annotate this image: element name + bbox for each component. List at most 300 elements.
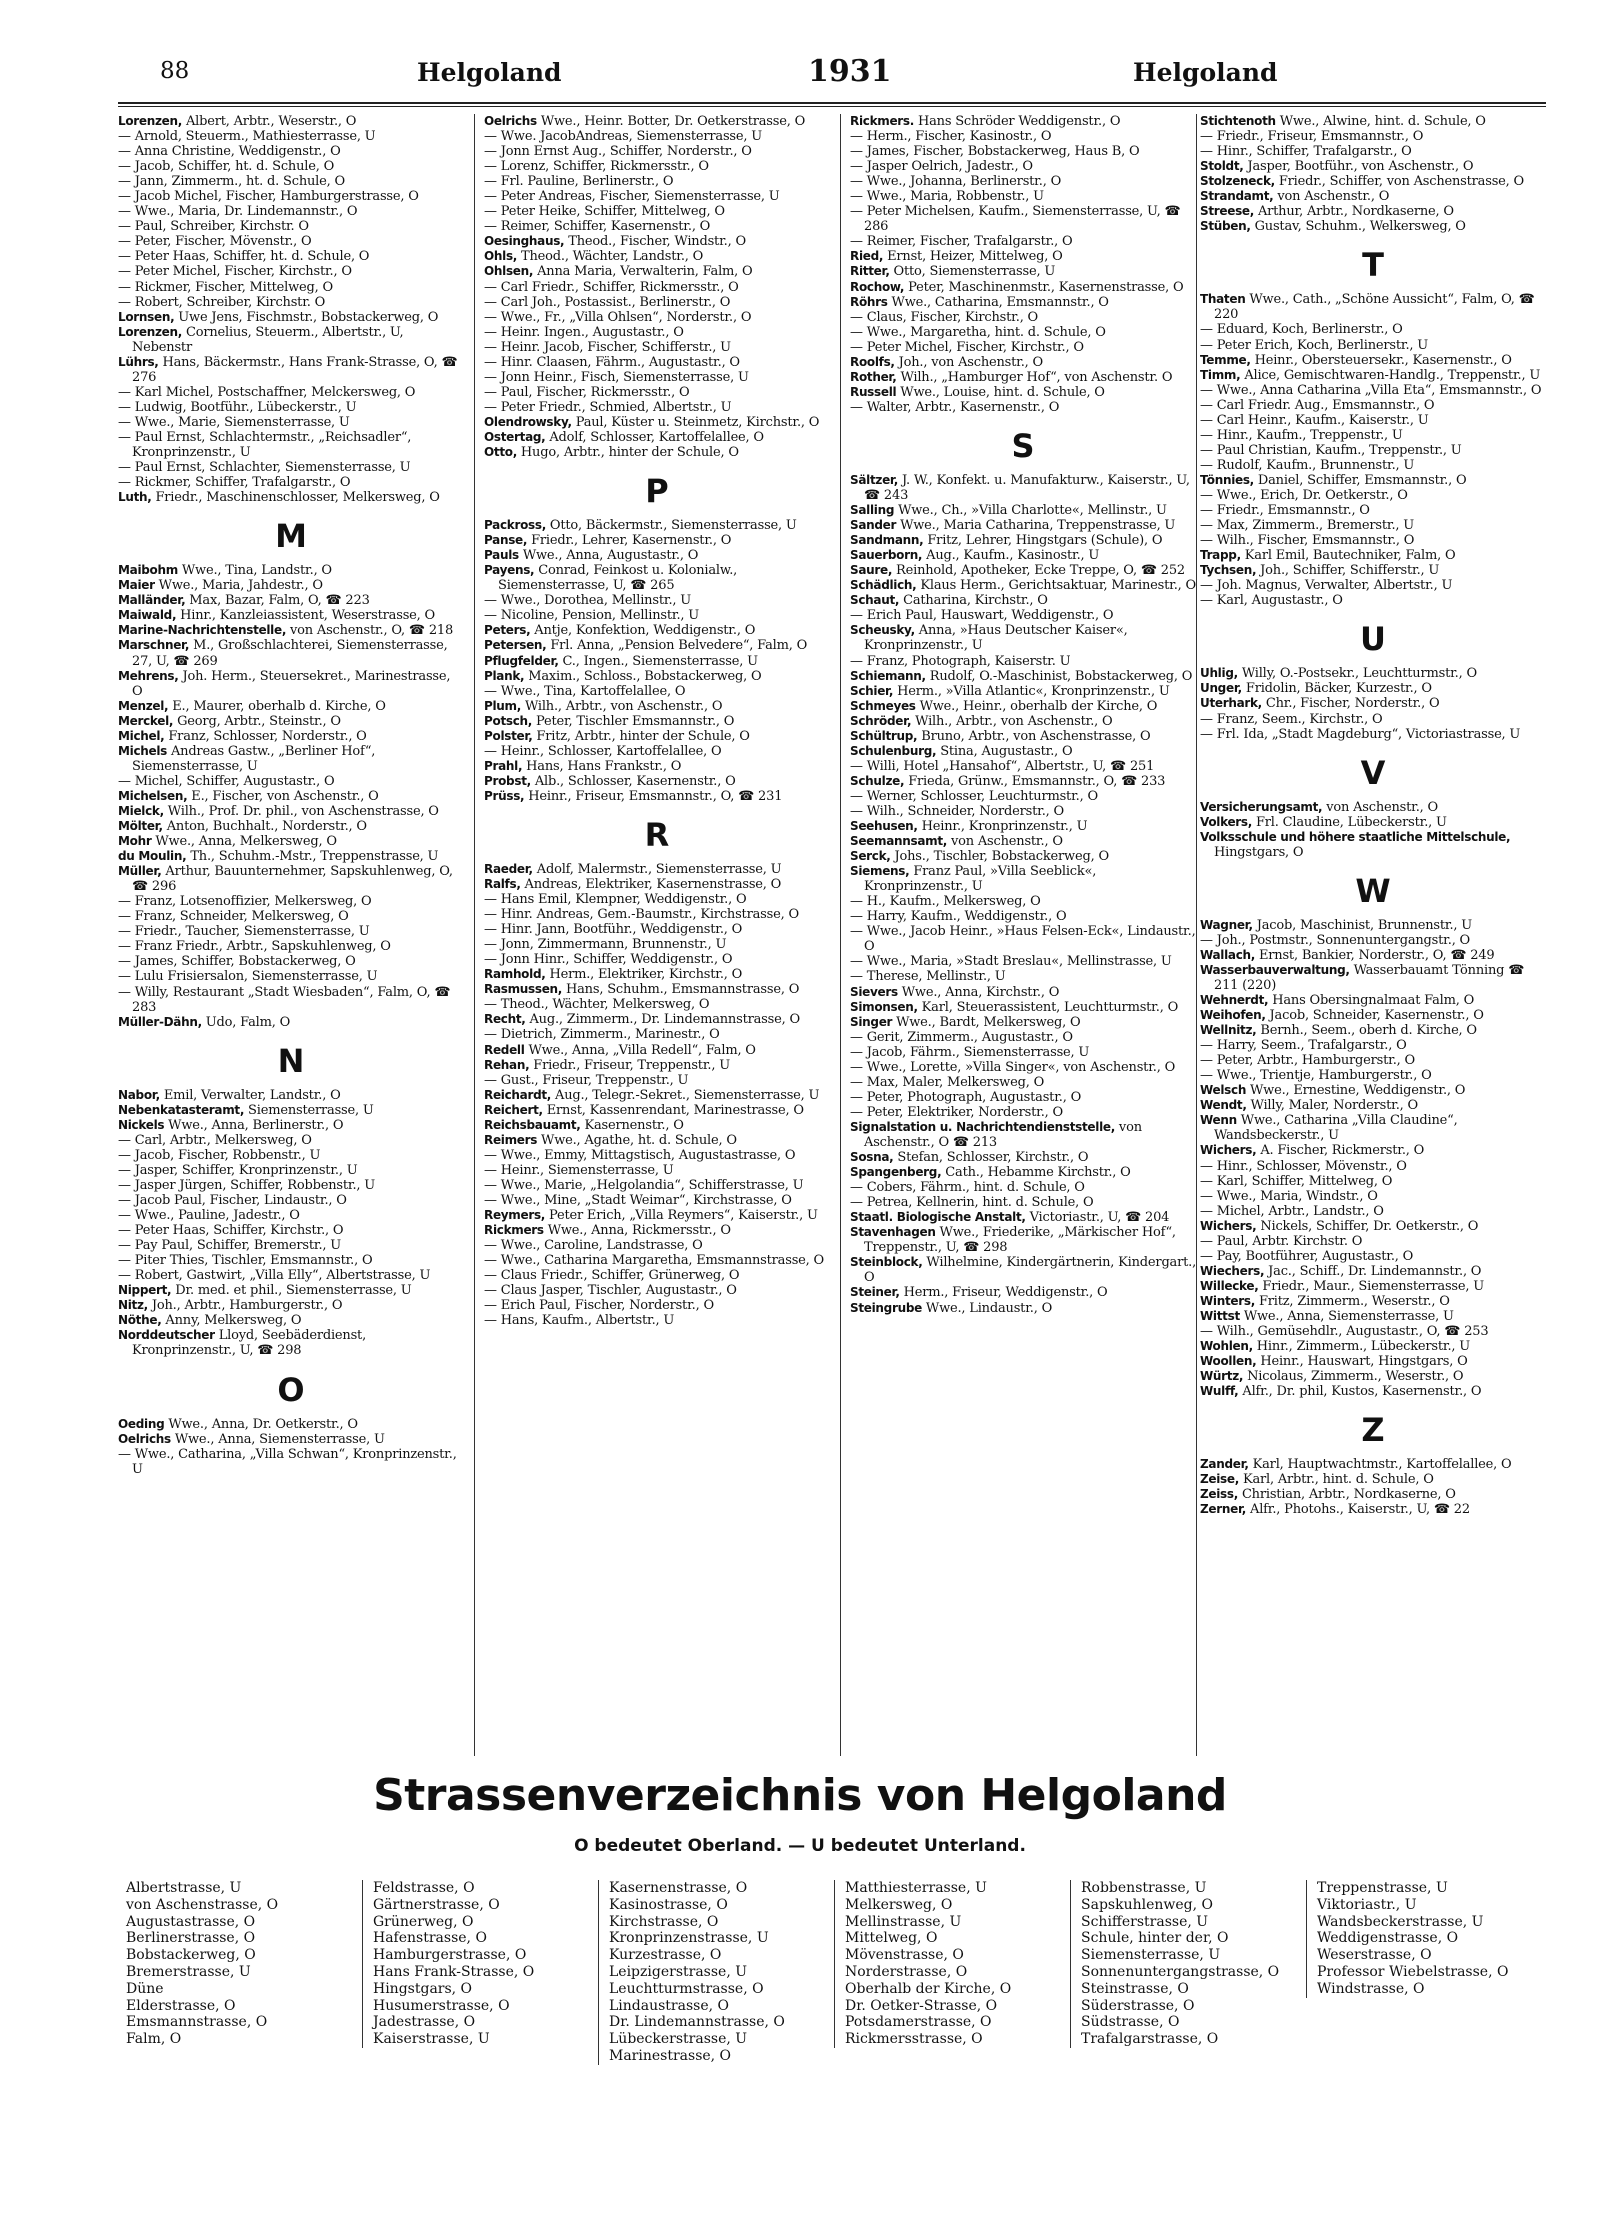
directory-entry — [484, 1178, 830, 1193]
entry-details: — Heinr. Jacob, Fischer, Schifferstr., U — [484, 339, 731, 355]
directory-entry — [484, 144, 830, 159]
entry-details: Wwe., Anna, Berlinerstr., O — [168, 1117, 344, 1133]
directory-entry — [850, 400, 1196, 415]
entry-details: Alfr., Dr. phil, Kustos, Kasernenstr., O — [1242, 1384, 1482, 1400]
street-entry: Trafalgarstrasse, O — [1081, 2031, 1219, 2048]
entry-details: — Max, Maler, Melkersweg, O — [850, 1074, 1045, 1090]
entry-details: — Paul, Fischer, Rickmersstr., O — [484, 384, 690, 400]
entry-details: — Wwe., Johanna, Berlinerstr., O — [850, 174, 1062, 190]
directory-entry — [1200, 1309, 1546, 1324]
entry-details: Frl. Claudine, Lübeckerstr., U — [1255, 814, 1447, 830]
entry-details: Joh., Schiffer, Schifferstr., U — [1260, 563, 1440, 579]
entry-details: — Heinr., Siemensterrasse, U — [484, 1162, 674, 1178]
entry-name: Reichardt, — [484, 1087, 552, 1102]
entry-name: Steiner, — [850, 1285, 900, 1300]
entry-details: Reinhold, Apotheker, Ecke Treppe, O, ☎ 252 — [896, 563, 1186, 579]
directory-entry — [1200, 1502, 1546, 1517]
entry-details: Hingstgars, O — [1214, 844, 1304, 860]
entry-details: Arthur, Arbtr., Nordkaserne, O — [1257, 204, 1454, 220]
directory-entry — [1200, 1234, 1546, 1249]
directory-entry — [484, 159, 830, 174]
entry-details: Hans Schröder Weddigenstr., O — [917, 114, 1121, 129]
entry-details: — Peter Erich, Koch, Berlinerstr., U — [1200, 337, 1429, 353]
entry-details: Fritz, Arbtr., hinter der Schule, O — [536, 728, 750, 744]
entry-details: A. Fischer, Rickmerstr., O — [1260, 1143, 1425, 1159]
entry-details: Hans Obersingnalmaat Falm, O — [1272, 993, 1475, 1009]
directory-column-1 — [118, 114, 464, 1752]
street-entry: Norderstrasse, O — [845, 1963, 968, 1980]
entry-details: Wwe., Anna, Dr. Oetkerstr., O — [168, 1416, 358, 1432]
directory-entry — [118, 864, 464, 894]
directory-entry — [850, 623, 1196, 653]
entry-details: von Aschenstr., O — [1277, 189, 1390, 205]
entry-details: Wwe., Anna, „Villa Redell“, Falm, O — [528, 1042, 756, 1058]
entry-details: — Wwe., Fr., „Villa Ohlsen“, Norderstr., O — [484, 309, 752, 325]
directory-entry — [850, 234, 1196, 249]
directory-entry — [1200, 503, 1546, 518]
entry-name: Salling — [850, 503, 895, 518]
directory-entry — [484, 219, 830, 234]
entry-details: — Jasper, Schiffer, Kronprinzenstr., U — [118, 1162, 358, 1178]
directory-entry — [118, 295, 464, 310]
entry-name: Polster, — [484, 728, 533, 743]
entry-details: Wwe., Friederike, „Märkischer Hof“, Treppenstr., U, ☎ 298 — [864, 1225, 1176, 1256]
entry-name: Roolfs, — [850, 354, 895, 369]
directory-entry — [1200, 1487, 1546, 1502]
directory-entry — [118, 490, 464, 505]
entry-details: Wilh., Arbtr., von Aschenstr., O — [915, 713, 1113, 729]
entry-details: — Jasper Jürgen, Schiffer, Robbenstr., U — [118, 1177, 376, 1193]
entry-details: Udo, Falm, O — [205, 1014, 291, 1030]
entry-details: Karl, Arbtr., hint. d. Schule, O — [1242, 1472, 1434, 1488]
street-column-1 — [126, 1880, 340, 2048]
directory-entry — [850, 340, 1196, 355]
entry-details: — Peter Michelsen, Kaufm., Siemensterrasse, U, ☎ 286 — [850, 204, 1181, 235]
street-entry: Bobstackerweg, O — [126, 1947, 256, 1964]
directory-entry — [118, 1253, 464, 1268]
section-letter: S — [1011, 426, 1035, 465]
entry-details: Wasserbauamt Tönning ☎ 211 (220) — [1214, 962, 1525, 993]
entry-name: Rehan, — [484, 1057, 530, 1072]
directory-entry — [850, 1060, 1196, 1075]
entry-name: Müller, — [118, 864, 162, 879]
entry-details: Peter, Tischler Emsmannstr., O — [535, 713, 735, 729]
entry-details: Adolf, Schlosser, Kartoffelallee, O — [549, 429, 764, 445]
directory-entry — [850, 864, 1196, 894]
entry-name: Ohls, — [484, 249, 518, 264]
directory-entry — [850, 249, 1196, 264]
directory-entry — [1200, 593, 1546, 608]
entry-name: Malländer, — [118, 593, 186, 608]
directory-entry — [484, 1298, 830, 1313]
street-entry: Robbenstrasse, U — [1081, 1880, 1207, 1896]
entry-details: Aug., Kaufm., Kasinostr., U — [926, 548, 1100, 564]
entry-name: Unger, — [1200, 681, 1242, 696]
entry-name: Raeder, — [484, 861, 533, 876]
directory-entry — [1200, 114, 1546, 129]
entry-name: Wallach, — [1200, 947, 1256, 962]
entry-details: — Hinr., Schlosser, Mövenstr., O — [1200, 1158, 1407, 1174]
entry-details: Paul, Küster u. Steinmetz, Kirchstr., O — [575, 414, 820, 430]
directory-entry — [484, 997, 830, 1012]
entry-name: Maiwald, — [118, 608, 177, 623]
entry-details: — Peter, Elektriker, Norderstr., O — [850, 1104, 1063, 1120]
entry-details: — Petrea, Kellnerin, hint. d. Schule, O — [850, 1195, 1094, 1211]
entry-name: Welsch — [1200, 1083, 1247, 1098]
entry-details: — Hans Emil, Klempner, Weddigenstr., O — [484, 892, 747, 908]
entry-details: Karl, Steuerassistent, Leuchtturmstr., O — [921, 999, 1179, 1015]
entry-details: — Wilh., Schneider, Norderstr., O — [850, 803, 1064, 819]
entry-name: Stoldt, — [1200, 159, 1244, 174]
entry-name: Wellnitz, — [1200, 1023, 1257, 1038]
entry-details: — Joh., Postmstr., Sonnenuntergangstr., O — [1200, 932, 1471, 948]
entry-details: — Rickmer, Fischer, Mittelweg, O — [118, 279, 333, 295]
entry-details: — Joh. Magnus, Verwalter, Albertstr., U — [1200, 578, 1453, 594]
directory-entry — [1200, 413, 1546, 428]
directory-entry — [118, 954, 464, 969]
directory-entry — [484, 340, 830, 355]
street-entry: Oberhalb der Kirche, O — [845, 1980, 1012, 1997]
directory-entry — [484, 189, 830, 204]
entry-details: — Rudolf, Kaufm., Brunnenstr., U — [1200, 457, 1415, 473]
entry-details: — Dietrich, Zimmerm., Marinestr., O — [484, 1027, 720, 1043]
entry-details: — Paul Christian, Kaufm., Treppenstr., U — [1200, 442, 1462, 458]
entry-name: Scheusky, — [850, 623, 915, 638]
entry-name: Ried, — [850, 249, 884, 264]
street-index-title: Strassenverzeichnis von Helgoland — [373, 1770, 1227, 1821]
street-entry: Weddigenstrasse, O — [1317, 1930, 1459, 1947]
entry-details: Joh., Arbtr., Hamburgerstr., O — [151, 1298, 343, 1314]
entry-name: Maibohm — [118, 563, 178, 578]
directory-entry — [850, 834, 1196, 849]
directory-entry — [1200, 1098, 1546, 1113]
entry-details: Georg, Arbtr., Steinstr., O — [177, 713, 341, 729]
entry-name: Packross, — [484, 518, 546, 533]
entry-details: — Jann, Zimmerm., ht. d. Schule, O — [118, 174, 345, 190]
street-entry: Kasinostrasse, O — [609, 1896, 728, 1913]
directory-entry — [1200, 488, 1546, 503]
entry-details: — Reimer, Fischer, Trafalgarstr., O — [850, 234, 1073, 250]
entry-details: Wwe., Cath., „Schöne Aussicht“, Falm, O, ☎ 220 — [1214, 292, 1535, 323]
entry-details: von Aschenstr., O — [1326, 799, 1439, 815]
directory-entry — [1200, 1038, 1546, 1053]
entry-name: Rickmers — [484, 1223, 544, 1238]
entry-name: Menzel, — [118, 698, 169, 713]
street-entry: Viktoriastr., U — [1317, 1896, 1417, 1913]
entry-name: Lorenzen, — [118, 324, 183, 339]
entry-details: Dr. med. et phil., Siemensterrasse, U — [175, 1283, 412, 1299]
directory-entry — [1200, 1294, 1546, 1309]
entry-details: Wwe., Ch., »Villa Charlotte«, Mellinstr., U — [898, 503, 1167, 519]
entry-details: — Jonn, Zimmermann, Brunnenstr., U — [484, 937, 727, 953]
entry-name: Thaten — [1200, 292, 1246, 307]
directory-entry — [1200, 993, 1546, 1008]
directory-entry — [484, 264, 830, 279]
directory-entry — [118, 355, 464, 385]
entry-details: E., Maurer, oberhalb d. Kirche, O — [172, 698, 386, 714]
entry-name: Lührs, — [118, 354, 159, 369]
entry-details: — Hinr. Jann, Bootführ., Weddigenstr., O — [484, 922, 743, 938]
entry-details: Stefan, Schlosser, Kirchstr., O — [897, 1150, 1089, 1166]
entry-name: Nöthe, — [118, 1313, 162, 1328]
entry-details: Wwe., Anna, Kirchstr., O — [901, 984, 1060, 1000]
directory-entry — [484, 1193, 830, 1208]
entry-name: Schulenburg, — [850, 743, 937, 758]
entry-details: Friedr., Maschinenschlosser, Melkersweg, O — [155, 490, 440, 506]
entry-details: — Ludwig, Bootführ., Lübeckerstr., U — [118, 399, 357, 415]
directory-entry — [118, 159, 464, 174]
directory-entry — [1200, 1279, 1546, 1294]
directory-entry — [484, 129, 830, 144]
entry-name: Schier, — [850, 683, 894, 698]
directory-entry — [118, 1328, 464, 1358]
entry-details: — Frl. Ida, „Stadt Magdeburg“, Victoriastrasse, U — [1200, 726, 1521, 742]
entry-name: Wittst — [1200, 1309, 1240, 1323]
directory-entry — [118, 1193, 464, 1208]
street-entry: Mellinstrasse, U — [845, 1913, 962, 1930]
entry-details: Stina, Augustastr., O — [940, 743, 1073, 759]
directory-entry — [484, 1043, 830, 1058]
entry-details: Adolf, Malermstr., Siemensterrasse, U — [536, 861, 782, 877]
entry-name: Ralfs, — [484, 877, 521, 892]
directory-entry — [1200, 159, 1546, 174]
directory-entry — [850, 159, 1196, 174]
entry-name: Seemannsamt, — [850, 834, 948, 849]
directory-entry — [850, 518, 1196, 533]
section-letter: R — [644, 815, 670, 854]
directory-entry — [118, 714, 464, 729]
directory-entry — [850, 129, 1196, 144]
directory-entry — [118, 939, 464, 954]
directory-entry — [1200, 727, 1546, 742]
directory-entry — [850, 503, 1196, 518]
directory-entry — [1200, 322, 1546, 337]
entry-name: Mölter, — [118, 819, 163, 834]
directory-entry — [118, 264, 464, 279]
directory-entry — [850, 1030, 1196, 1045]
entry-details: — Hans, Kaufm., Albertstr., U — [484, 1313, 675, 1329]
entry-name: Nitz, — [118, 1298, 148, 1313]
street-column-5 — [1070, 1880, 1295, 2048]
entry-name: Prüss, — [484, 788, 525, 803]
entry-details: — Gust., Friseur, Treppenstr., U — [484, 1072, 689, 1088]
entry-details: — Frl. Pauline, Berlinerstr., O — [484, 174, 674, 190]
directory-entry — [484, 669, 830, 684]
entry-details: — Wwe., Anna Catharina „Villa Eta“, Emsmannstr., O — [1200, 382, 1542, 398]
entry-details: — Willy, Restaurant „Stadt Wiesbaden“, Falm, O, ☎ 283 — [118, 984, 451, 1015]
entry-details: — Hinr., Kaufm., Treppenstr., U — [1200, 427, 1403, 443]
street-entry: Melkersweg, O — [845, 1896, 953, 1913]
entry-name: Wohlen, — [1200, 1339, 1253, 1354]
directory-entry — [1200, 1369, 1546, 1384]
entry-details: Johs., Tischler, Bobstackerweg, O — [894, 849, 1109, 865]
directory-entry — [118, 1015, 464, 1030]
directory-entry — [1200, 933, 1546, 948]
entry-name: Plank, — [484, 668, 525, 683]
entry-details: Willy, O.-Postsekr., Leuchtturmstr., O — [1241, 666, 1477, 682]
directory-entry — [1200, 398, 1546, 413]
directory-entry — [850, 280, 1196, 295]
directory-entry — [118, 804, 464, 819]
entry-details: — Lorenz, Schiffer, Rickmersstr., O — [484, 159, 709, 175]
directory-entry — [118, 1417, 464, 1432]
street-entry: Lübeckerstrasse, U — [609, 2031, 748, 2048]
entry-name: Wasserbauverwaltung, — [1200, 962, 1350, 977]
street-entry: Windstrasse, O — [1317, 1980, 1425, 1997]
entry-details: Herm., »Villa Atlantic«, Kronprinzenstr., U — [897, 683, 1170, 699]
entry-details: Nickels, Schiffer, Dr. Oetkerstr., O — [1260, 1218, 1479, 1234]
entry-details: Wwe., Catharina „Villa Claudine“, Wandsbeckerstr., U — [1214, 1113, 1458, 1144]
directory-entry — [484, 774, 830, 789]
directory-entry — [850, 114, 1196, 129]
directory-entry — [484, 1238, 830, 1253]
entry-name: Marschner, — [118, 638, 190, 653]
directory-entry — [1200, 1249, 1546, 1264]
header-rule — [118, 102, 1546, 104]
directory-entry — [118, 1163, 464, 1178]
directory-entry — [1200, 830, 1546, 860]
directory-entry — [484, 714, 830, 729]
entry-details: Frl. Anna, „Pension Belvedere“, Falm, O — [550, 638, 808, 654]
street-entry: Professor Wiebelstrasse, O — [1317, 1963, 1509, 1980]
entry-name: Sältzer, — [850, 472, 899, 487]
entry-details: Antje, Konfektion, Weddigenstr., O — [534, 623, 756, 639]
directory-entry — [850, 789, 1196, 804]
directory-entry — [484, 1223, 830, 1238]
entry-name: Steingrube — [850, 1300, 922, 1315]
entry-details: Wwe., Louise, hint. d. Schule, O — [900, 384, 1105, 400]
entry-details: — Heinr. Ingen., Augustastr., O — [484, 324, 684, 340]
street-entry: Husumerstrasse, O — [373, 1997, 510, 2014]
entry-details: — Wwe. JacobAndreas, Siemensterrasse, U — [484, 129, 763, 145]
directory-entry — [1200, 219, 1546, 234]
column-divider — [474, 114, 475, 1756]
entry-details: Anton, Buchhalt., Norderstr., O — [166, 819, 367, 835]
street-entry: Sonnenuntergangstrasse, O — [1081, 1963, 1280, 1980]
directory-entry — [1200, 948, 1546, 963]
directory-entry — [850, 1075, 1196, 1090]
entry-name: Siemens, — [850, 864, 910, 879]
directory-entry — [850, 924, 1196, 954]
entry-details: — Wwe., Marie, „Helgolandia“, Schifferstrasse, U — [484, 1177, 804, 1193]
directory-entry — [484, 699, 830, 714]
entry-details: — Wwe., Maria, »Stadt Breslau«, Mellinstrasse, U — [850, 954, 1172, 970]
entry-details: Peter Erich, „Villa Reymers“, Kaiserstr., U — [549, 1208, 818, 1224]
entry-details: Hinr., Kanzleiassistent, Weserstrasse, O — [180, 608, 435, 624]
entry-name: Trapp, — [1200, 548, 1241, 563]
directory-entry — [484, 533, 830, 548]
column-divider — [840, 114, 841, 1756]
directory-entry — [850, 954, 1196, 969]
entry-details: — Peter, Fischer, Mövenstr., O — [118, 234, 312, 250]
directory-entry — [118, 1283, 464, 1298]
entry-details: Kasernenstr., O — [584, 1117, 684, 1133]
entry-details: — Werner, Schlosser, Leuchturmstr., O — [850, 788, 1098, 804]
directory-entry — [1200, 696, 1546, 711]
section-letter: Z — [1361, 1411, 1385, 1450]
directory-entry — [1200, 712, 1546, 727]
directory-entry — [1200, 800, 1546, 815]
entry-name: Plum, — [484, 698, 522, 713]
entry-details: Anna, »Haus Deutscher Kaiser«, Kronprinzenstr., U — [864, 623, 1128, 654]
entry-details: Hugo, Arbtr., hinter der Schule, O — [520, 445, 739, 461]
directory-entry — [118, 189, 464, 204]
directory-entry — [850, 744, 1196, 759]
entry-details: Wwe., Agathe, ht. d. Schule, O — [541, 1132, 737, 1148]
entry-details: Wilh., Prof. Dr. phil., von Aschenstrasse, O — [167, 803, 439, 819]
directory-entry — [1200, 144, 1546, 159]
directory-column-4 — [1200, 114, 1546, 1752]
entry-name: Otto, — [484, 445, 517, 460]
entry-details: — Friedr., Friseur, Emsmannstr., O — [1200, 129, 1424, 145]
directory-entry — [484, 400, 830, 415]
entry-name: Luth, — [118, 490, 152, 505]
street-entry: Treppenstrasse, U — [1317, 1880, 1448, 1896]
street-entry: Dr. Lindemannstrasse, O — [609, 2014, 785, 2031]
entry-details: Friedr., Lehrer, Kasernenstr., O — [531, 533, 732, 549]
entry-name: Michel, — [118, 728, 165, 743]
directory-entry — [1200, 473, 1546, 488]
entry-details: — Jonn Hinr., Schiffer, Weddigenstr., O — [484, 952, 733, 968]
entry-details: — Paul Ernst, Schlachtermstr., „Reichsadler“, Kronprinzenstr., U — [118, 429, 412, 461]
entry-details: Wwe., Anna, Siemensterrasse, U — [174, 1431, 385, 1447]
directory-entry — [1200, 353, 1546, 368]
entry-details: — Eduard, Koch, Berlinerstr., O — [1200, 322, 1403, 338]
directory-entry — [484, 789, 830, 804]
entry-name: du Moulin, — [118, 849, 187, 864]
entry-details: Jacob, Maschinist, Brunnenstr., U — [1256, 917, 1473, 933]
entry-name: Reimers — [484, 1132, 538, 1147]
entry-details: — Paul, Schreiber, Kirchstr. O — [118, 219, 309, 235]
entry-name: Wehnerdt, — [1200, 993, 1269, 1008]
section-letter: U — [1360, 620, 1386, 659]
entry-details: Lloyd, Seebäderdienst, Kronprinzenstr., U, ☎ 298 — [132, 1328, 367, 1359]
directory-entry — [1200, 918, 1546, 933]
entry-details: — Peter Friedr., Schmied, Albertstr., U — [484, 399, 732, 415]
entry-details: — Franz, Lotsenoffizier, Melkersweg, O — [118, 894, 372, 910]
street-entry: Mövenstrasse, O — [845, 1947, 964, 1964]
directory-entry — [484, 355, 830, 370]
entry-name: Willecke, — [1200, 1278, 1259, 1293]
header-rule-thin — [118, 106, 1546, 107]
column-divider — [1196, 114, 1197, 1756]
entry-details: Karl, Hauptwachtmstr., Kartoffelallee, O — [1252, 1457, 1512, 1473]
directory-entry — [484, 204, 830, 219]
section-letter: N — [277, 1041, 305, 1080]
entry-details: — Peter Michel, Fischer, Kirchstr., O — [118, 264, 352, 280]
entry-details: Maxim., Schloss., Bobstackerweg, O — [528, 668, 762, 684]
directory-entry — [118, 129, 464, 144]
entry-details: — Cobers, Fährm., hint. d. Schule, O — [850, 1180, 1085, 1196]
entry-details: — Anna Christine, Weddigenstr., O — [118, 144, 341, 160]
entry-name: Zerner, — [1200, 1502, 1247, 1517]
entry-name: Sandmann, — [850, 533, 924, 548]
street-entry: Berlinerstrasse, O — [126, 1930, 256, 1947]
directory-entry — [118, 985, 464, 1015]
directory-entry — [484, 922, 830, 937]
entry-details: Anna Maria, Verwalterin, Falm, O — [537, 264, 753, 280]
directory-entry — [484, 982, 830, 997]
directory-entry — [118, 1148, 464, 1163]
entry-name: Uhlig, — [1200, 666, 1238, 681]
entry-details: Wwe., Heinr. Botter, Dr. Oetkerstrasse, O — [540, 114, 806, 129]
directory-entry — [1200, 563, 1546, 578]
entry-details: — Carl Heinr., Kaufm., Kaiserstr., U — [1200, 412, 1429, 428]
directory-entry — [850, 370, 1196, 385]
directory-entry — [850, 1000, 1196, 1015]
entry-details: Wwe., Maria, Jahdestr., O — [158, 578, 323, 594]
directory-entry — [484, 1133, 830, 1148]
